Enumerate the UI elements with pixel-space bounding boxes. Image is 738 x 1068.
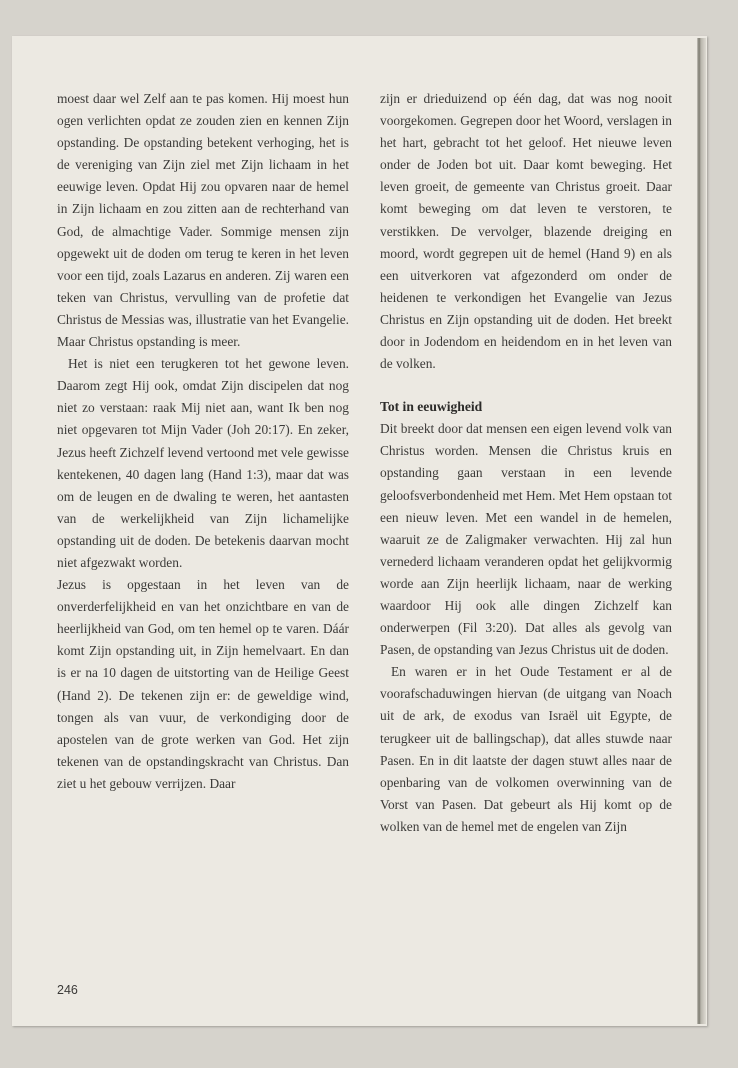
section-gap [380, 375, 672, 396]
paragraph: moest daar wel Zelf aan te pas komen. Hij moest hun ogen verlichten opdat ze zouden zien en kennen Zijn opstanding. De opstanding betekent verhoging, het is de vereniging van Zijn ziel met Zijn lichaam in het eeuwige leven. Opdat Hij zou opvaren naar de hemel in Zijn lichaam en zou zitten aan de rechterhand van God, de almachtige Vader. Sommige mensen zijn opgewekt uit de doden om terug te keren in het leven voor een tijd, zoals Lazarus en anderen. Zij waren een teken van Christus, vervulling van de profetie dat Christus de Messias was, illustratie van het Evangelie. Maar Christus opstanding is meer. [57, 91, 349, 350]
paragraph: Het is niet een terugkeren tot het gewone leven. Daarom zegt Hij ook, omdat Zijn discipelen dat nog niet zo verstaan: raak Mij niet aan, want Ik ben nog niet opgevaren tot Mijn Vader (Joh 20:17). En zeker, Jezus heeft Zichzelf levend vertoond met vele gewisse kentekenen, 40 dagen lang (Hand 1:3), maar dat was om de leugen en de dwaling te weren, het aantasten van de werkelijkheid van Zijn lichamelijke opstanding uit de doden. De betekenis daarvan mocht niet afgezwakt worden. [57, 356, 349, 570]
page-edge [697, 38, 706, 1024]
section-heading: Tot in eeuwigheid [380, 399, 483, 415]
left-column [57, 88, 349, 795]
paragraph: Dit breekt door dat mensen een eigen levend volk van Christus worden. Mensen die Christus kruis en opstanding gaan verstaan in een levende geloofsverbondenheid met Hem. Met Hem opstaan tot een nieuw leven. Met een wandel in de hemelen, waaruit ze de Zaligmaker verwachten. Hij zal hun vernederd lichaam veranderen opdat het gelijkvormig worde aan Zijn heerlijk lichaam, naar de werking waardoor Hij ook alle dingen Zichzelf kan onderwerpen (Fil 3:20). Dat alles als gevolg van Pasen, de opstanding van Jezus Christus uit de doden. [380, 421, 672, 658]
paragraph: zijn er drieduizend op één dag, dat was nog nooit voorgekomen. Gegrepen door het Woord, verslagen in het hart, gebracht tot het geloof. Het nieuwe leven onder de Joden bot uit. Daar komt beweging. Het leven groeit, de gemeente van Christus groeit. Daar komt beweging om dat leven te verstoren, te verstikken. De vervolger, blazende dreiging en moord, wordt gegrepen uit de hemel (Hand 9) en als een uitverkoren vat afgezonderd om onder de heidenen te verkondigen het Evangelie van Jezus Christus en Zijn opstanding uit de doden. Het breekt door in Jodendom en heidendom en in het leven van de volken. [380, 91, 672, 372]
right-column [380, 88, 672, 838]
paragraph: En waren er in het Oude Testament er al de voorafschaduwingen hiervan (de uitgang van Noach uit de ark, de exodus van Israël uit Egypte, de terugkeer uit de ballingschap), dat alles stuwde naar Pasen. En in dit laatste der dagen stuwt alles naar de openbaring van de volkomen overwinning van de Vorst van Pasen. Dat gebeurt als Hij komt op de wolken van de hemel met de engelen van Zijn [380, 664, 672, 834]
paragraph: Jezus is opgestaan in het leven van de onverderfelijkheid en van het onzichtbare en van de heerlijkheid van God, om ten hemel op te varen. Dáár komt Zijn opstanding uit, in Zijn hemelvaart. En dan is er na 10 dagen de uitstorting van de Heilige Geest (Hand 2). De tekenen zijn er: de geweldige wind, tongen als van vuur, de verkondiging door de apostelen van de grote werken van God. Het zijn tekenen van de opstandingskracht van Christus. Dan ziet u het gebouw verrijzen. Daar [57, 577, 349, 791]
page-number: 246 [57, 983, 78, 997]
